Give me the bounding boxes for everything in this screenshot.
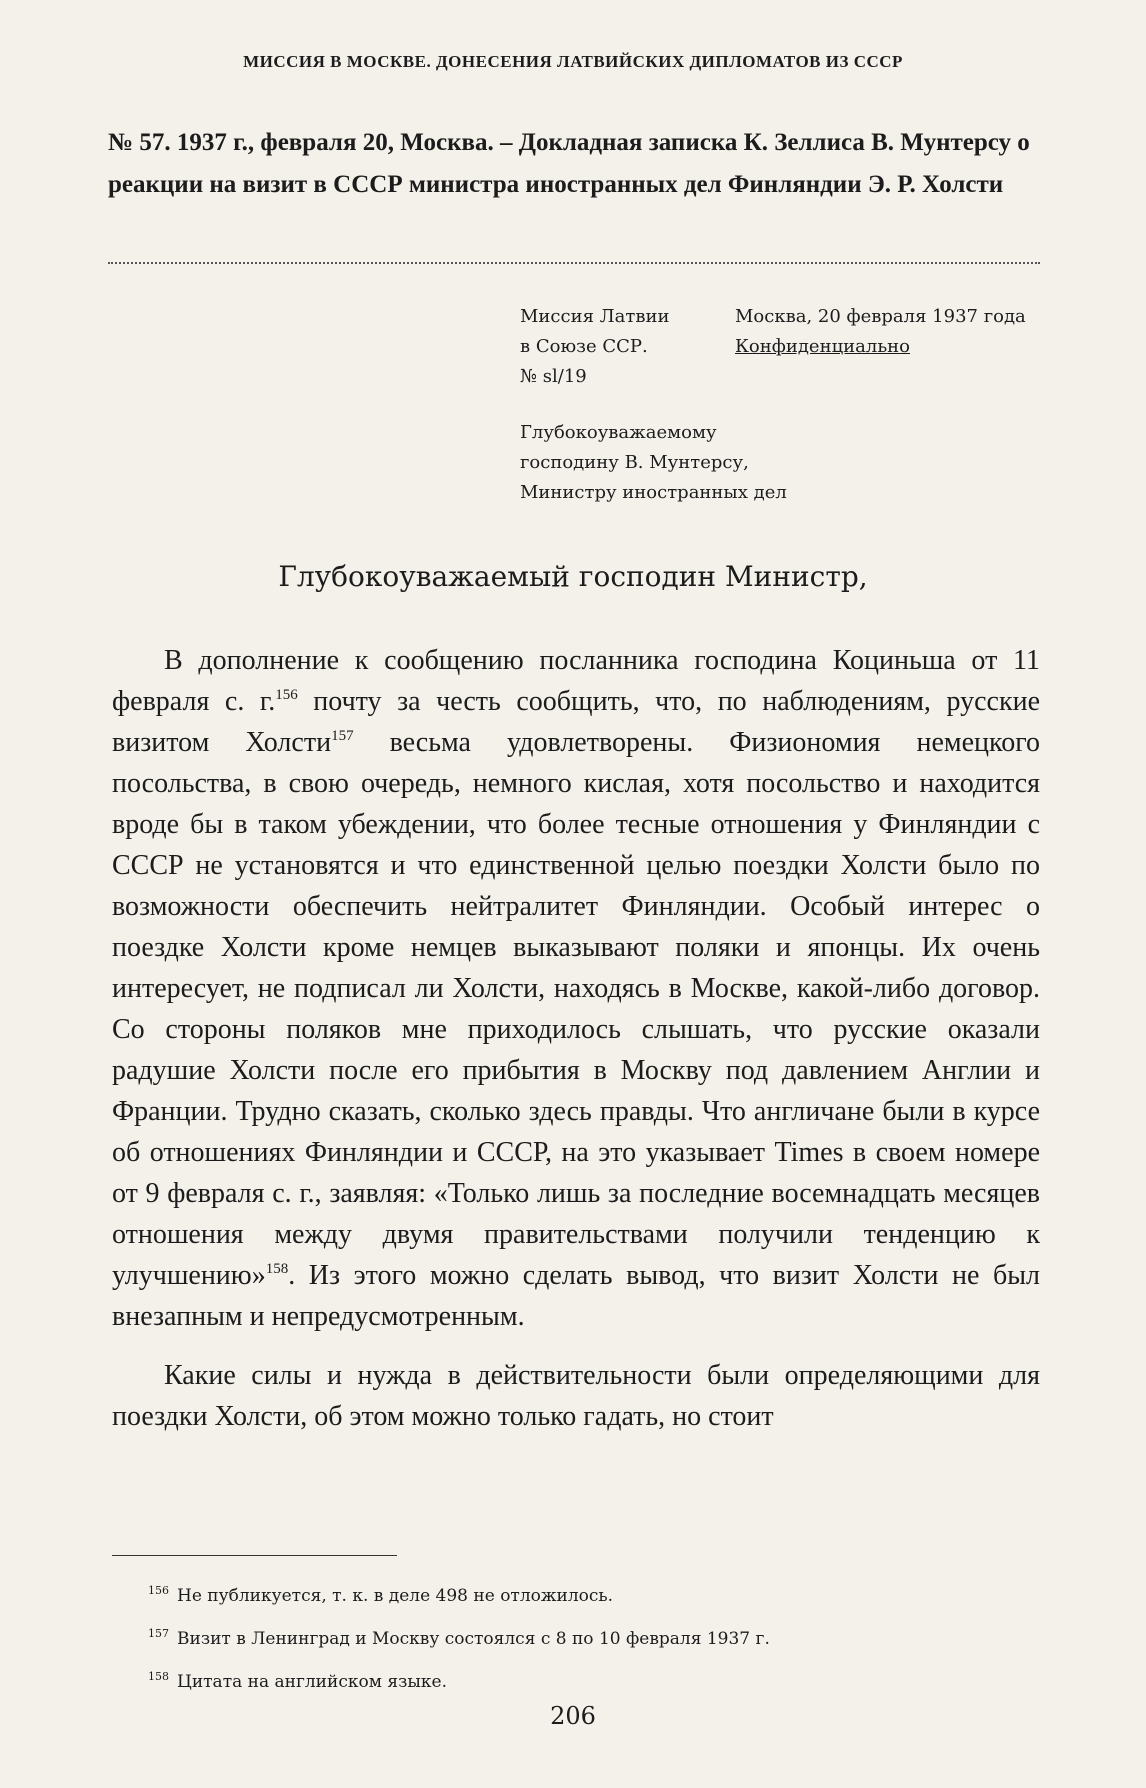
date-block (735, 302, 1026, 362)
addressee-line-2: господину В. Мунтерсу, (520, 452, 749, 473)
footnote-ref-156: 156 (275, 687, 298, 703)
place-date: Москва, 20 февраля 1937 года (735, 306, 1026, 327)
footnotes (148, 1572, 1048, 1701)
paragraph-1-part-d: . Из этого можно сделать вывод, что визит Холсти не был внезапным и непредусмотренным. (112, 1260, 1040, 1332)
sender-line-1: Миссия Латвии (520, 306, 670, 327)
paragraph-1 (112, 640, 1040, 1337)
footnote-item (148, 1572, 1048, 1615)
footnote-text: Цитата на английском языке. (177, 1672, 447, 1692)
paragraph-1-part-c: весьма удовлетворены. Физиономия немецкого посольства, в свою очередь, немного кислая, хотя посольство и находится вроде бы в таком убеждении, что более тесные отношения у Финляндии с СССР не установятся и что единственной целью поездки Холсти было по возможности обеспечить нейтралитет Финляндии. Особый интерес о поездке Холсти кроме немцев выказывают поляки и японцы. Их очень интересует, не подписал ли Холсти, находясь в Москве, какой-либо договор. Со стороны поляков мне приходилось слышать, что русские оказали радушие Холсти после его прибытия в Москву под давлением Англии и Франции. Трудно сказать, сколько здесь правды. Что англичане были в курсе об отношениях Финляндии и СССР, на это указывает Times в своем номере от 9 февраля с. г., заявляя: «Только лишь за последние восемнадцать месяцев отношения между двумя правительствами получили тенденцию к улучшению» (112, 727, 1040, 1291)
document-number: № sl/19 (520, 366, 587, 387)
document-title: № 57. 1937 г., февраля 20, Москва. – Докладная записка К. Зеллиса В. Мунтерсу о реакции на визит в СССР министра иностранных дел Финляндии Э. Р. Холсти (108, 129, 1030, 198)
addressee-line-3: Министру иностранных дел (520, 482, 787, 503)
footnote-ref-157: 157 (331, 728, 354, 744)
footnote-text: Визит в Ленинград и Москву состоялся с 8 по 10 февраля 1937 г. (177, 1629, 770, 1649)
addressee-block (520, 418, 787, 508)
addressee-line-1: Глубокоуважаемому (520, 422, 717, 443)
paragraph-1-part-a: В дополнение к сообщению посланника господина Коциньша от 11 февраля с. г. (112, 645, 1040, 717)
classification-mark: Конфиденциально (735, 336, 910, 357)
running-head: МИССИЯ В МОСКВЕ. ДОНЕСЕНИЯ ЛАТВИЙСКИХ ДИПЛОМАТОВ ИЗ СССР (243, 52, 903, 71)
footnote-divider (112, 1555, 397, 1556)
footnote-item (148, 1658, 1048, 1701)
footnote-item (148, 1615, 1048, 1658)
letter-body (112, 640, 1040, 1455)
footnote-number: 157 (148, 1627, 169, 1640)
page-number: 206 (550, 1702, 596, 1730)
paragraph-1-part-b: почту за честь сообщить, что, по наблюдениям, русские визитом Холсти (112, 686, 1041, 758)
footnote-text: Не публикуется, т. к. в деле 498 не отложилось. (177, 1586, 614, 1606)
footnote-number: 156 (148, 1584, 169, 1597)
footnote-number: 158 (148, 1670, 169, 1683)
sender-line-2: в Союзе ССР. (520, 336, 648, 357)
sender-block (520, 302, 670, 392)
footnote-ref-158: 158 (265, 1261, 289, 1277)
paragraph-2: Какие силы и нужда в действительности были определяющими для поездки Холсти, об этом можно только гадать, но стоит (112, 1360, 1040, 1432)
salutation: Глубокоуважаемый господин Министр, (278, 560, 868, 593)
dotted-divider (108, 262, 1040, 264)
